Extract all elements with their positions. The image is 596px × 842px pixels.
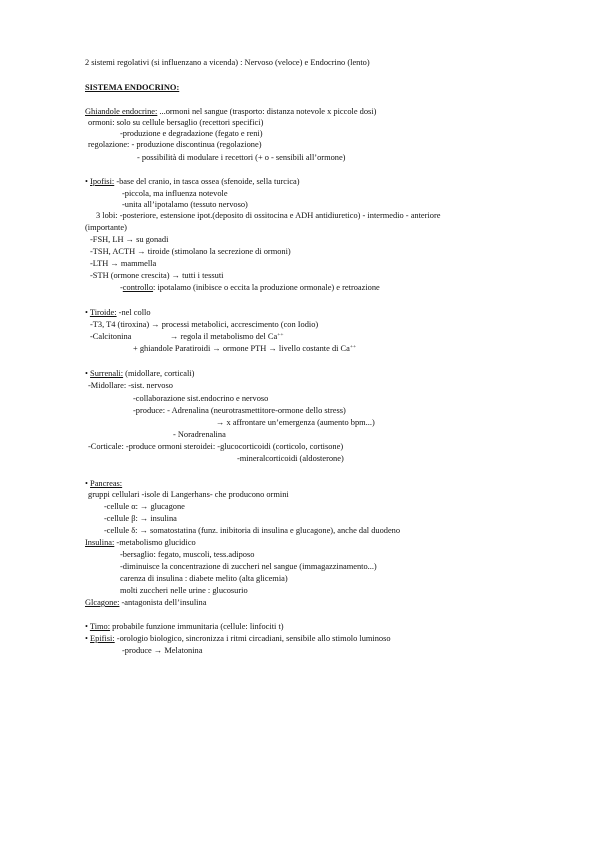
ghiandole-line-2: -produzione e degradazione (fegato e reni)	[120, 129, 263, 138]
ipofisi-line-9	[120, 282, 380, 293]
ghiandole-heading-text: ...ormoni nel sangue (trasporto: distanza notevole x piccole dosi)	[157, 107, 377, 116]
ipofisi-line-3: 3 lobi: -posteriore, estensione ipot.(deposito di ossitocina e ADH antidiuretico) - intermedio - anteriore	[96, 211, 441, 220]
pancreas-line-7: carenza di insulina : diabete melito (alta glicemia)	[120, 574, 288, 583]
ghiandole-heading-line	[85, 106, 376, 117]
epifisi-line-1: -produce → Melatonina	[122, 646, 203, 655]
surrenali-heading: Surrenali:	[90, 369, 124, 378]
tiroide-line-3	[133, 343, 356, 354]
pancreas-line-8: molti zuccheri nelle urine : glucosurio	[120, 586, 248, 595]
epifisi-heading-text: -orologio biologico, sincronizza i ritmi circadiani, sensibile allo stimolo luminoso	[114, 634, 391, 643]
timo-heading-text: probabile funzione immunitaria (cellule: linfociti t)	[110, 622, 284, 631]
surrenali-line-1: -Midollare: -sist. nervoso	[88, 381, 173, 390]
glucagone-heading-line	[85, 597, 206, 608]
insulina-heading: Insulina:	[85, 538, 115, 547]
pancreas-line-1: gruppi cellulari -isole di Langerhans- che producono ormini	[88, 490, 289, 499]
ipofisi-line-7: -LTH → mammella	[90, 259, 157, 268]
insulina-heading-text: -metabolismo glucidico	[114, 538, 196, 547]
bullet: •	[85, 634, 88, 643]
surrenali-line-3: -produce: - Adrenalina (neurotrasmettitore-ormone dello stress)	[133, 406, 346, 415]
dash: -	[120, 283, 123, 292]
bullet: •	[85, 177, 88, 186]
bullet: •	[85, 479, 88, 488]
tiroide-heading: Tiroide:	[89, 308, 117, 317]
timo-heading: Timo:	[89, 622, 111, 631]
tiroide-heading-text: -nel collo	[116, 308, 151, 317]
glucagone-heading: Glcagone:	[85, 598, 120, 607]
tiroide-line-2b	[170, 331, 283, 342]
ipofisi-line-2: -unita all’ipotalamo (tessuto nervoso)	[122, 200, 248, 209]
pancreas-line-3: -cellule β: → insulina	[104, 514, 177, 523]
surrenali-line-5: - Noradrenalina	[173, 430, 226, 439]
surrenali-line-2: -collaborazione sist.endocrino e nervoso	[133, 394, 269, 403]
ghiandole-line-4: - possibilità di modulare i recettori (+ o - sensibili all’ormone)	[137, 153, 346, 162]
tiroide-line-2a: -Calcitonina	[90, 332, 132, 341]
bullet: •	[85, 369, 88, 378]
surrenali-line-6: -Corticale: -produce ormoni steroidei: -glucocorticoidi (corticolo, cortisone)	[88, 442, 344, 451]
superscript: ++	[349, 344, 357, 350]
surrenali-line-7: -mineralcorticoidi (aldosterone)	[237, 454, 344, 463]
ipofisi-line-5: -FSH, LH → su gonadi	[90, 235, 169, 244]
ghiandole-line-3: regolazione: - produzione discontinua (regolazione)	[88, 140, 262, 149]
intro-line: 2 sistemi regolativi (si influenzano a vicenda) : Nervoso (veloce) e Endocrino (lento)	[85, 58, 370, 67]
surrenali-heading-text: (midollare, corticali)	[123, 369, 195, 378]
ipofisi-heading: Ipofisi:	[90, 177, 115, 186]
timo-heading-line	[85, 621, 284, 632]
insulina-heading-line	[85, 537, 196, 548]
ipofisi-line-4: (importante)	[85, 223, 127, 232]
epifisi-heading-line	[85, 633, 391, 644]
controllo-text: : ipotalamo (inibisce o eccita la produzione ormonale) e retroazione	[153, 283, 380, 292]
ipofisi-line-1: -piccola, ma influenza notevole	[122, 189, 228, 198]
pancreas-line-5: -bersaglio: fegato, muscoli, tess.adiposo	[120, 550, 255, 559]
ipofisi-line-6: -TSH, ACTH → tiroide (stimolano la secrezione di ormoni)	[90, 247, 291, 256]
pancreas-line-4: -cellule δ: → somatostatina (funz. inibitoria di insulina e glucagone), anche dal duodeno	[104, 526, 401, 535]
pancreas-heading: Pancreas:	[90, 479, 123, 488]
ghiandole-heading: Ghiandole endocrine:	[85, 107, 158, 116]
tiroide-heading-line	[85, 307, 151, 318]
bullet: •	[85, 308, 88, 317]
page-title: SISTEMA ENDOCRINO:	[85, 83, 180, 92]
bullet: •	[85, 622, 88, 631]
pancreas-line-2: -cellule α: → glucagone	[104, 502, 185, 511]
glucagone-heading-text: -antagonista dell’insulina	[119, 598, 207, 607]
pancreas-line-6: -diminuisce la concentrazione di zuccheri nel sangue (immagazzinamento...)	[120, 562, 377, 571]
ipofisi-heading-text: -base del cranio, in tasca ossea (sfenoide, sella turcica)	[114, 177, 300, 186]
ipofisi-heading-line	[85, 176, 300, 187]
ghiandole-line-1: ormoni: solo su cellule bersaglio (recettori specifici)	[88, 118, 264, 127]
epifisi-heading: Epifisi:	[90, 634, 115, 643]
superscript: ++	[277, 332, 284, 338]
tiroide-line-1: -T3, T4 (tiroxina) → processi metabolici, accrescimento (con Iodio)	[90, 320, 319, 329]
controllo-word: controllo	[122, 283, 154, 292]
surrenali-heading-line	[85, 368, 194, 379]
surrenali-line-4: → x affrontare un’emergenza (aumento bpm...)	[216, 418, 375, 427]
paratiroidi-text: + ghiandole Paratiroidi → ormone PTH → livello costante di Ca	[133, 344, 350, 353]
ipofisi-line-8: -STH (ormone crescita) → tutti i tessuti	[90, 271, 224, 280]
calcitonina-text: → regola il metabolismo del Ca	[170, 332, 278, 341]
pancreas-heading-line	[85, 478, 122, 489]
